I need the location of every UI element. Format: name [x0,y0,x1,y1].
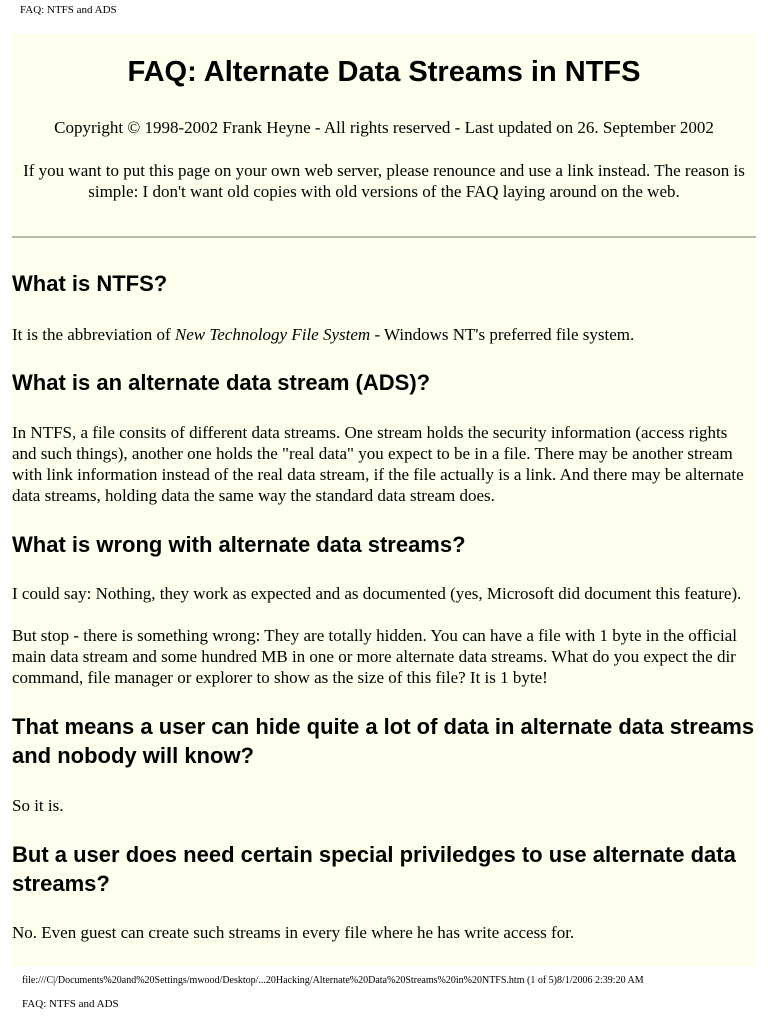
print-footer-title: FAQ: NTFS and ADS [22,998,119,1010]
print-footer-url: file:///C|/Documents%20and%20Settings/mwood/Desktop/...20Hacking/Alternate%20Data%20Streams%20in%20NTFS.htm (1 of 5)8/1/2006 2:39:20 AM [22,975,644,986]
faq-question-ntfs: What is NTFS? [12,271,168,296]
faq-answer-ntfs [12,324,756,345]
faq-question-priviledges: But a user does need certain special priviledges to use alternate data streams? [12,842,736,896]
horizontal-divider [12,236,756,238]
page-title: FAQ: Alternate Data Streams in NTFS [127,56,641,88]
faq-answer-wrong-line1: I could say: Nothing, they work as expected and as documented (yes, Microsoft did document this feature). [12,584,742,603]
print-header-title: FAQ: NTFS and ADS [20,4,117,16]
faq-answer-ads: In NTFS, a file consits of different data streams. One stream holds the security information (access rights and such things), another one holds the "real data" you expect to be in a file. There may be another stream with link information instead of the real data stream, if the file actually is a link. And there may be alternate data streams, holding data the same way the standard data stream does. [12,423,744,505]
answer-text: It is the abbreviation of [12,325,175,344]
faq-question-hide-data: That means a user can hide quite a lot of data in alternate data streams and nobody will know? [12,714,755,768]
faq-page [12,34,756,966]
faq-answer-wrong-line2: But stop - there is something wrong: They are totally hidden. You can have a file with 1 byte in the official main data stream and some hundred MB in one or more alternate data streams. What do you expect the dir command, file manager or explorer to show as the size of this file? It is 1 byte! [12,626,738,687]
faq-answer-hide-data: So it is. [12,796,64,815]
answer-text: - Windows NT's preferred file system. [370,325,635,344]
faq-answer-priviledges: No. Even guest can create such streams in every file where he has write access for. [12,923,575,942]
mirroring-notice: If you want to put this page on your own web server, please renounce and use a link instead. The reason is simple: I don't want old copies with old versions of the FAQ laying around on the web. [23,161,745,201]
faq-question-wrong: What is wrong with alternate data streams? [12,532,466,557]
faq-question-ads: What is an alternate data stream (ADS)? [12,370,431,395]
copyright-line: Copyright © 1998-2002 Frank Heyne - All rights reserved - Last updated on 26. September 2002 [54,118,714,137]
answer-emphasis: New Technology File System [174,325,371,344]
